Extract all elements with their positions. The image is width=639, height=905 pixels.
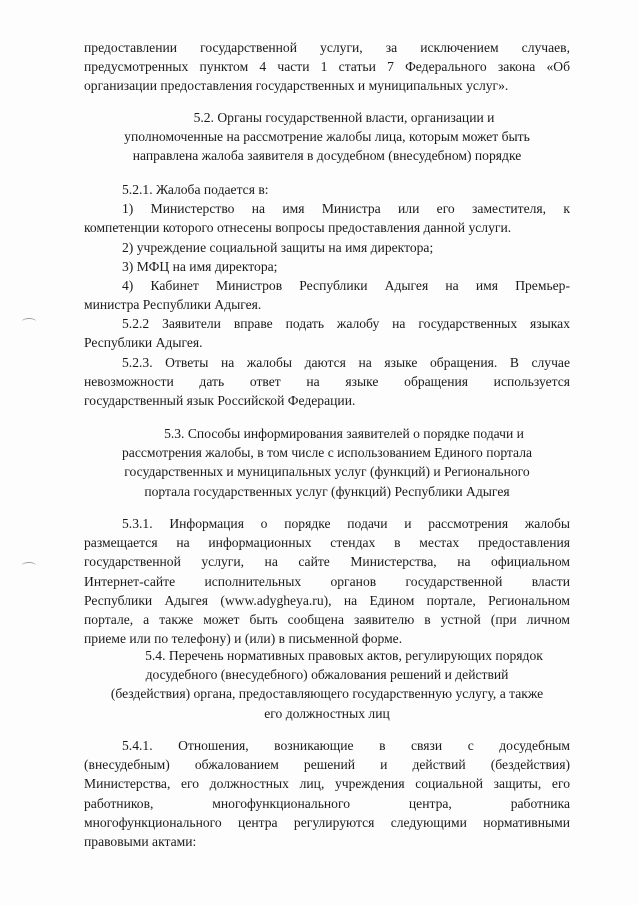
text-line: портале, а также может быть сообщена заявителю в устной (при личном [84,612,570,628]
text-line: компетенции которого отнесены вопросы предоставления данной услуги. [84,220,512,236]
text-line: 4) Кабинет Министров Республики Адыгея на имя Премьер- [122,278,570,294]
heading-line: направлена жалоба заявителя в досудебном (внесудебном) порядке [132,148,522,164]
paragraph-5-2-1 [84,180,570,314]
heading-line: уполномоченные на рассмотрение жалобы лица, которым может быть [124,129,530,145]
text-line: предоставлении государственной услуги, за исключением случаев, [84,40,570,55]
paragraph-5-3-1 [84,514,570,648]
section-heading-5-3 [84,424,570,501]
text-line: размещается на информационных стендах в местах предоставления [84,535,570,551]
text-line: государственный язык Российской Федерации. [84,393,356,409]
text-line: (внесудебным) обжалованием решений и действий (бездействия) [84,757,570,773]
heading-line: 5.3. Способы информирования заявителей о порядке подачи и [164,426,524,441]
section-heading-5-2 [84,108,570,166]
heading-line: досудебного (внесудебного) обжалования решений и действий [145,667,509,683]
text-line: 5.2.2 Заявители вправе подать жалобу на государственных языках [122,316,570,331]
heading-line: его должностных лиц [264,705,390,721]
text-line: государственной услуги, на сайте Министерства, на официальном [84,554,570,570]
text-line: 5.3.1. Информация о порядке подачи и рассмотрения жалобы [122,516,570,531]
text-line: организации предоставления государственных и муниципальных услуг». [84,78,509,94]
text-line: работников, многофункционального центра, работника [84,795,570,811]
text-line: Республики Адыгея. [84,335,203,351]
text-line: 5.4.1. Отношения, возникающие в связи с досудебным [122,738,570,753]
paragraph-intro [84,38,570,96]
text-line: правовыми актами: [84,834,197,850]
section-heading-5-4 [84,646,570,723]
text-line: 5.2.3. Ответы на жалобы даются на языке обращения. В случае [122,355,570,370]
paragraph-5-4-1 [84,736,570,851]
text-line: Республики Адыгея (www.adygheya.ru), на Едином портале, Региональном [84,592,570,608]
heading-line: рассмотрения жалобы, в том числе с использованием Единого портала [121,445,533,461]
heading-line: государственных и муниципальных услуг (функций) и Регионального [124,464,530,480]
text-line: Интернет-сайте исполнительных органов государственной власти [84,573,570,589]
paragraph-5-2-2 [84,314,570,352]
text-line: министра Республики Адыгея. [84,297,262,313]
text-line: 2) учреждение социальной защиты на имя директора; [122,239,434,255]
heading-line: 5.4. Перечень нормативных правовых актов, регулирующих порядок [145,648,543,663]
text-line: невозможности дать ответ на языке обращения используется [84,374,570,390]
text-line: Министерства, его должностных лиц, учреждения социальной защиты, его [84,776,570,792]
heading-line: (бездействия) органа, предоставляющего государственную услугу, а также [110,686,544,702]
text-line: приеме или по телефону) и (или) в письменной форме. [84,631,403,647]
text-line: предусмотренных пунктом 4 части 1 статьи 7 Федерального закона «Об [84,59,570,75]
text-line: 5.2.1. Жалоба подается в: [122,182,269,197]
text-line: 1) Министерство на имя Министра или его заместителя, к [122,201,570,217]
heading-line: портала государственных услуг (функций) Республики Адыгея [144,483,510,499]
punch-hole-mark [22,318,36,325]
heading-line: 5.2. Органы государственной власти, организации и [193,110,495,125]
punch-hole-mark [22,562,36,569]
paragraph-5-2-3 [84,353,570,411]
text-line: многофункционального центра регулируются следующими нормативными [84,814,570,830]
text-line: 3) МФЦ на имя директора; [122,258,278,274]
